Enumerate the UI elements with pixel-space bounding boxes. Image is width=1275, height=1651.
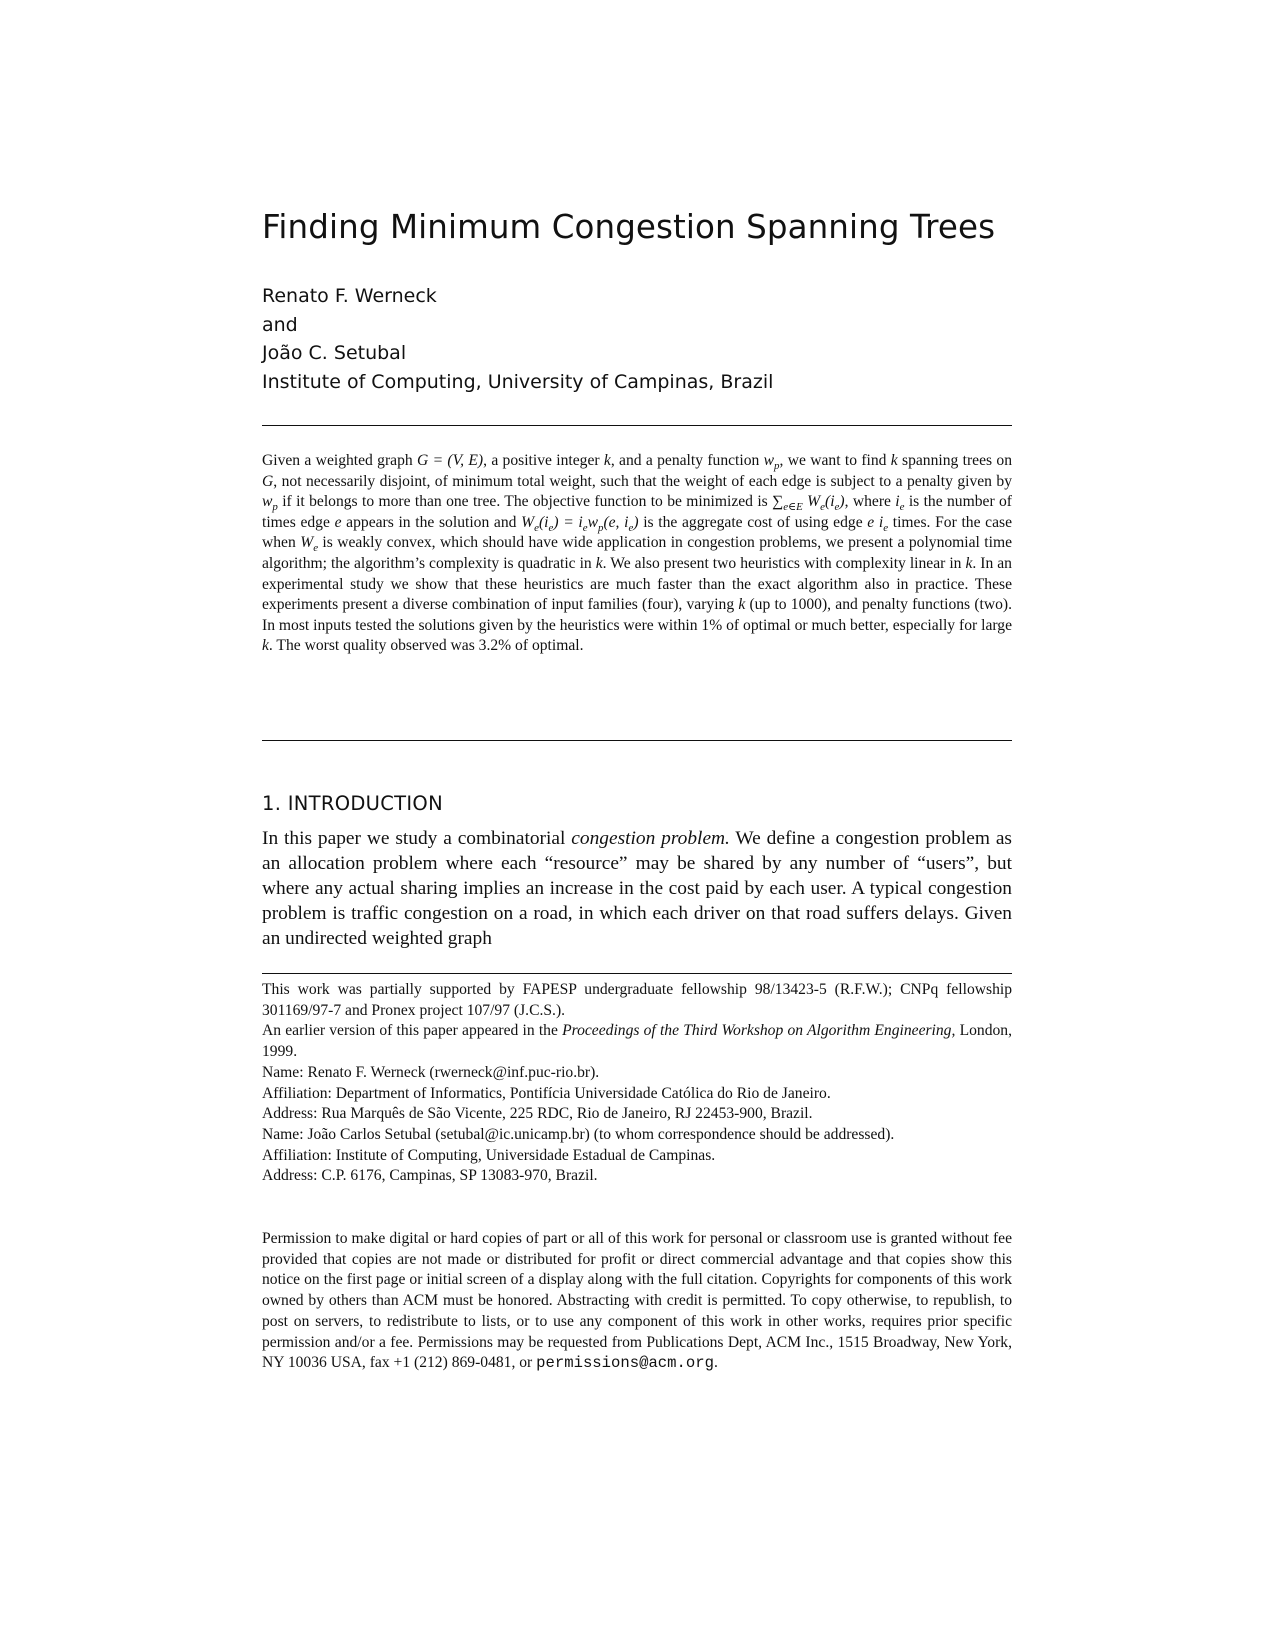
footnote-support: This work was partially supported by FAPESP undergraduate fellowship 98/13423-5 (R.F.W.); CNPq fellowship 301169/97-7 and Pronex project 107/97 (J.C.S.). (262, 981, 1012, 1019)
section-heading-introduction: 1. INTRODUCTION (262, 792, 443, 815)
footnote-name-2: Name: João Carlos Setubal (setubal@ic.unicamp.br) (to whom correspondence should be addressed). (262, 1125, 895, 1143)
abstract: Given a weighted graph G = (V, E), a positive integer k, and a penalty function $w_p$, we want to find k spanning trees on G, not necessarily disjoint, of minimum total weight, such that the weight of each edge is subject to a penalty given by $w_p$ if it belongs to more than one tree. The objective function to be minimized is $\sum_{e\in E}$ $W_e(i_e)$, where $i_e$ is the number of times edge e appears in the solution and $W_e(i_e) = i_ew_p(e$, $i_e$) is the aggregate cost of using edge e $i_e$ times. For the case when $W_e$ is weakly convex, which should have wide application in congestion problems, we present a polynomial time algorithm; the algorithm’s complexity is quadratic in k. We also present two heuristics with complexity linear in k. In an experimental study we show that these heuristics are much faster than the exact algorithm also in practice. These experiments present a diverse combination of input families (four), varying k (up to 1000), and penalty functions (two). In most inputs tested the solutions given by the heuristics were within 1% of optimal or much better, especially for large k. The worst quality observed was 3.2% of optimal. (262, 452, 1012, 655)
abstract-top-rule (262, 425, 1012, 426)
footnote-address-2: Address: C.P. 6176, Campinas, SP 13083-970, Brazil. (262, 1167, 598, 1185)
footnote-rule (262, 973, 1012, 974)
abstract-bottom-rule (262, 740, 1012, 741)
introduction-paragraph: In this paper we study a combinatorial congestion problem. We define a congestion problem as an allocation problem where each “resource” may be shared by any number of “users”, but where any actual sharing implies an increase in the cost paid by each user. A typical congestion problem is traffic congestion on a road, in which each driver on that road suffers delays. Given an undirected weighted graph (262, 828, 1012, 949)
author-conjunction: and (262, 313, 298, 336)
permissions-email: permissions@acm.org (536, 1354, 714, 1373)
footnote-earlier-version: An earlier version of this paper appeared in the Proceedings of the Third Workshop on Algorithm Engineering, London, 1999. (262, 1022, 1012, 1061)
author-2: João C. Setubal (262, 342, 407, 364)
footnotes (262, 980, 1012, 1187)
author-1: Renato F. Werneck (262, 285, 437, 307)
permission-notice: Permission to make digital or hard copies of part or all of this work for personal or classroom use is granted without fee provided that copies are not made or distributed for profit or direct commercial advantage and that copies show this notice on the first page or initial screen of a display along with the full citation. Copyrights for components of this work owned by others than ACM must be honored. Abstracting with credit is permitted. To copy otherwise, to republish, to post on servers, to redistribute to lists, or to use any component of this work in other works, requires prior specific permission and/or a fee. Permissions may be requested from Publications Dept, ACM Inc., 1515 Broadway, New York, NY 10036 USA, fax +1 (212) 869-0481, or permissions@acm.org. (262, 1230, 1012, 1373)
footnote-affiliation-1: Affiliation: Department of Informatics, Pontifícia Universidade Católica do Rio de Janeiro. (262, 1084, 831, 1102)
footnote-name-1: Name: Renato F. Werneck (rwerneck@inf.puc-rio.br). (262, 1063, 600, 1081)
author-affiliation: Institute of Computing, University of Campinas, Brazil (262, 370, 774, 393)
footnote-address-1: Address: Rua Marquês de São Vicente, 225 RDC, Rio de Janeiro, RJ 22453-900, Brazil. (262, 1105, 813, 1123)
paper-title: Finding Minimum Congestion Spanning Trees (262, 208, 996, 246)
footnote-affiliation-2: Affiliation: Institute of Computing, Universidade Estadual de Campinas. (262, 1146, 716, 1164)
author-block (262, 282, 773, 396)
